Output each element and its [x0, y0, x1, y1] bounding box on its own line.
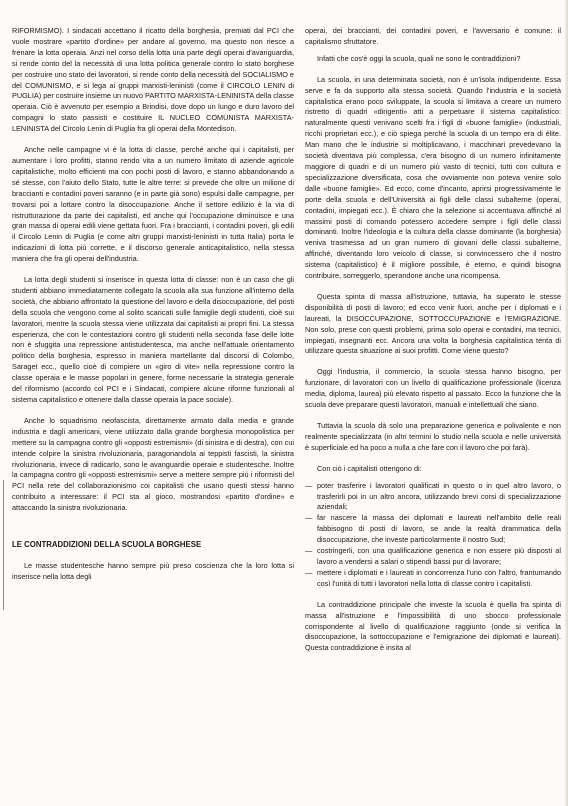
list-item: — costringerli, con una qualificazione generica e non essere più disposti al lavoro a vendersi a salari o stipendi bassi pur di lavorare; [305, 546, 561, 568]
paragraph-spinta-massa: Questa spinta di massa all'istruzione, tuttavia, ha superato le stesse disponibilità di posti di lavoro; ed ecco venir fuori, anche per i diplomati e i laureati, la DISOCCUPAZIONE, SOTTOCCUPAZIONE e l'EMIGRAZIONE. Non solo, prese con questi problemi, prima solo operai e contadini, ma tecnici, impiegati, insegnanti ecc. Ancora una volta la borghesia capitalistica tenta di utilizzare questa situazione ai suoi profitti. Come viene questo? [305, 291, 561, 356]
paragraph-industria-oggi: Oggi l'industria, il commercio, la scuola stessa hanno bisogno, per funzionare, di lavoratori con un livello di qualificazione professionale (licenza media, diploma, laurea) più elevato rispetto al passato. Ecco la funzione che la scuola deve preparare questi lavoratori, manuali e intellettuali che siano. [305, 367, 561, 410]
right-column [305, 26, 561, 664]
paragraph-riformismo: RIFORMISMO). I sindacati accettano il ricatto della borghesia, premiati dal PCI che vuole mostrare «partito d'ordine» per andare al governo, ma questo non riesce a frenare la lotta operaia. Anzi nel corso della lotta una parte degli operai d'avanguardia, si rende conto del la necessità di una lotta politica generale contro lo stato borghese per costruire uno stato dei lavoratori, si rende conto della necessità del SOCIALISMO e del COMUNISMO, e si lega ai gruppi marxisti-leninisti (come il CIRCOLO LENIN di PUGLIA) per costruire insieme un nuovo PARTITO MARXISTA-LENINISTA della classe operaia. Ciò è avvenuto per esempio a Brindisi, dove dopo un lungo e duro lavoro del compagni lo stato passisti e costituire IL NUCLEO COMUNISTA MARXISTA-LENINISTA del Circolo Lenin di Puglia fra gli operai della Montedison. [12, 26, 294, 134]
paragraph-lotta-studenti: La lotta degli studenti si inserisce in questa lotta di classe: non è un caso che gli studenti abbiano immediatamente collegato la scuola alla sua funzione all'interno della società, che abbiano affrontato la questione del lavoro e della disoccupazione, del posti della scuola che vengono come al solito scaricati sulle famiglie degli studenti, cioè sui lavoratori, mentre la scuola stessa viene utilizzata dai capitalisti ai propri fini. La stessa esperienza, che con le contestazioni contro gli studenti nella seconda fase delle lotte non è sfuggita una repressione antistudentesca, ma anche nell'attuale orientamento politico della borghesia, espresso in maniera martellante dal discorsi di Colombo, Saraget ecc., quello cioè di compiere un «giro di vite» nella repressione contro la classe operaia e le masse popolari in genere, forme necessarie la strategia generale del riformismo (accordo col PCI e i Sindacati, compiere alcune riforme funzionali al sistema capitalistico e ottenere dalla classe operaia la pace sociale). [12, 275, 294, 404]
paragraph-squadrismo: Anche lo squadrismo neofascista, direttamente armato dalla media e grande industria e dagli americani, viene utilizzato dalla grande borghesia monopolistica per mettere su la campagna contro gli «opposti estremismi» (di sinistra e di destra), con cui intende colpire la sinistra rivoluzionaria, paragonandola ai teppisti fascisti, la sinistra rivoluzionaria, invece di radicarlo, sono le avanguardie operaie e studentesche. Inoltre la campagna contro gli «opposti estremismi» serve a mettere sempre più i riformisti del PCI nella rete del collaborazionismo coi capitalisti che usano questi stessi hanno contribuito a interessare: il PCI sta al gioco, mostrandosi «partito d'ordine» e attaccando la sinistra rivoluzionaria. [12, 415, 294, 513]
paragraph-scuola-societa: La scuola, in una determinata società, non è un'isola indipendente. Essa serve e fa da supporto alla stessa società. Quando l'industria e la società capitalistica erano poco sviluppate, la scuola si limitava a creare un numero ristretto di quadri «dirigenti» atti a perpetuare il sistema capitalistico: naturalmente questi venivano scelti fra i figli di «buone famiglie» (industriali, ricchi proprietari ecc.), e ciò spiega perché la scuola di un tempo era di élite. Man mano che le industrie si moltiplicavano, i macchinari prevedevano la società diventava più complessa, c'era bisogno di un numero infinitamente maggiore di quadri e di un numero più vasto di tecnici, tutti con cultura e specializzazione diversificata, cosa che ovviamente non poteva venire solo dalle «buone famiglie». Ed ecco, come d'incanto, aprirsi progressivamente le porte della scuola e dell'Università ai figli delle classi subalterne (operai, contadini, impiegati ecc.). È chiaro che la selezione si accentuava affinché al massimi posti di comando potessero accedere sempre i figli delle classi dominanti. Inoltre l'ideologia e la cultura della classe dominante (la borghesia) veniva trasmessa ad un gran numero di giovani delle classi subalterne, affinché, diventando loro veicolo di classe, si convincessero che il nostro sistema (capitalistico) è il migliore possibile, è eterno, e quindi bisogna contribuire, sorreggerlo, sperandone anche una ricompensa. [305, 74, 561, 281]
paragraph-capitalisti-ottengono: Con ciò i capitalisti ottengono di: [317, 463, 422, 473]
paragraph-masse-studentesche: Le masse studentesche hanno sempre più preso coscienza che la loro lotta si inserisce nella lotta degli [12, 560, 294, 581]
paragraph-contraddizione-principale: La contraddizione principale che investe la scuola è quella fra spinta di massa all'istruzione e l'impossibilità di uno sbocco professionale corrispondente al livello di qualificazione raggiunto (onde si verifica la disoccupazione, la sottoccupazione e l'emigrazione dei diplomati e laureati). Questa contraddizione è insita al [305, 599, 561, 653]
list-item: — far nascere la massa dei diplomati e laureati nell'ambito delle reali fabbisogno di posti di lavoro, se ande la realtà drammatica della disoccupazione, che investe particolarmente il nostro Sud; [305, 513, 561, 546]
paragraph-preparazione-generica: Tuttavia la scuola dà solo una preparazione generica e polivalente e non realmente specializzata (in altri termini lo studio nella scuola e nelle università è superficiale ed ha poco a nulla a che fare con il lavoro che poi farà). [305, 421, 561, 452]
margin-pencil-mark [3, 480, 4, 610]
paragraph-campagne: Anche nelle campagne vi è la lotta di classe, perché anche qui i capitalisti, per aumentare i loro profitti, stanno rendo vita a un numero limitato di aziende agricole capitalistiche, molto efficienti ma con pochi posti di lavoro, e stanno abbandonando a sé stesse, con l'aiuto dello Stato, tutte le altre terre: si prevede che oltre un milione di braccianti e contadini poveri saranno (e in parte già sono) espulsi dalle campagne, per trovarsi poi a lottare contro la disoccupazione. Anche il settore edilizio è la via di ristrutturazione da parte dei capitalisti, ed anche qui l'occupazione diminuisce e una gran massa di operai edili viene gettata fuori. Fra i braccianti, i contadini poveri, gli edili il Circolo Lenin di Puglia (e come altri gruppi marxisti-leninisti in tutta Italia) porta le indicazioni di lotta più corrette, e il discorso generale anticapitalistico, nella stessa maniera che fra gli operai dell'industria. [12, 145, 294, 264]
capitalist-goals-list [305, 481, 561, 590]
paragraph-continuation: operai, dei braccianti, dei contadini poveri, e l'avversario è comune: il capitalismo sfruttatore. [305, 26, 561, 46]
left-column [12, 26, 294, 593]
list-item: — mettere i diplomati e i laureati in concorrenza l'uno con l'altro, frantumando così l'unità di tutti i lavoratori nella lotta di classe contro i capitalisti. [305, 568, 561, 590]
paragraph-question: Infatti che cos'è oggi la scuola, quali ne sono le contraddizioni? [317, 53, 521, 63]
list-item: — poter trasferire i lavoratori qualificati in questo o in quel altro lavoro, o trasferirli poi in un altro ancora, utilizzando brevi corsi di specializzazione aziendali; [305, 481, 561, 514]
section-heading: LE CONTRADDIZIONI DELLA SCUOLA BORGHESE [12, 540, 202, 550]
